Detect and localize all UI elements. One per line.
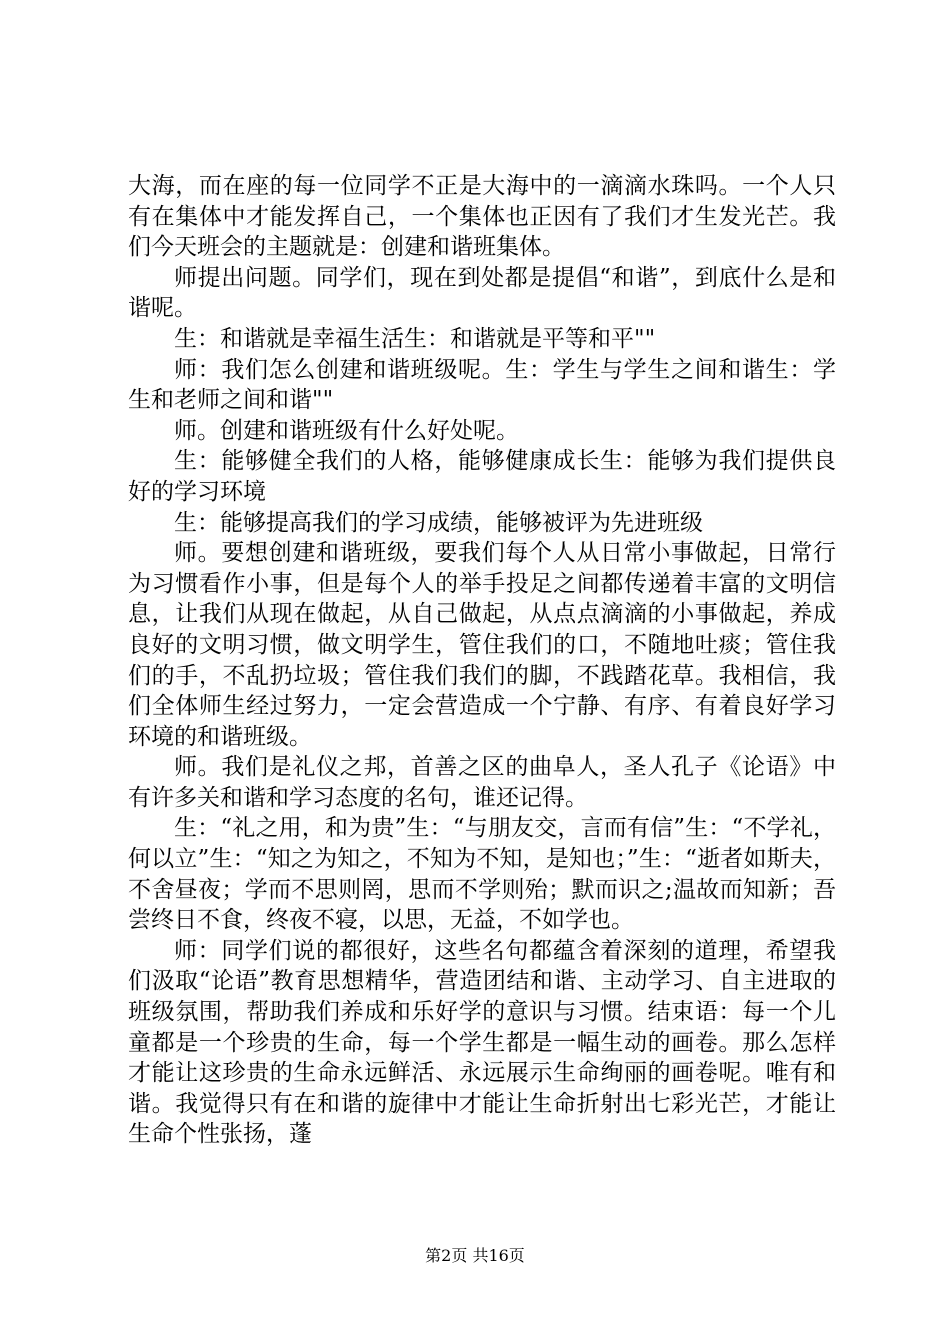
paragraph: 师。创建和谐班级有什么好处呢。 [174, 417, 519, 444]
paragraph: 师。要想创建和谐班级，要我们每个人从日常小事做起，日常行为习惯看作小事，但是每个人的举手投足之间都传递着丰富的文明信息，让我们从现在做起，从自己做起，从点点滴滴的小事做起，养成良好的文明习惯，做文明学生，管住我们的口，不随地吐痰；管住我们的手，不乱扔垃圾；管住我们我们的脚，不践踏花草。我相信，我们全体师生经过努力，一定会营造成一个宁静、有序、有着良好学习环境的和谐班级。 [128, 540, 836, 750]
paragraph: 生：和谐就是幸福生活生：和谐就是平等和平"" [174, 325, 656, 352]
document-body [128, 171, 836, 1150]
paragraph: 生：“礼之用，和为贵”生：“与朋友交，言而有信”生：“不学礼，何以立”生：“知之为知之，不知为不知，是知也；”生：“逝者如斯夫，不舍昼夜；学而不思则罔，思而不学则殆；默而识之;温故而知新；吾尝终日不食，终夜不寝，以思，无益，不如学也。 [128, 815, 836, 934]
paragraph: 师：我们怎么创建和谐班级呢。生：学生与学生之间和谐生：学生和老师之间和谐"" [128, 356, 836, 414]
paragraph: 师提出问题。同学们，现在到处都是提倡“和谐”，到底什么是和谐呢。 [128, 264, 836, 322]
paragraph: 生：能够提高我们的学习成绩，能够被评为先进班级 [174, 509, 703, 536]
paragraph: 师：同学们说的都很好，这些名句都蕴含着深刻的道理，希望我们汲取“论语”教育思想精华，营造团结和谐、主动学习、自主进取的班级氛围，帮助我们养成和乐好学的意识与习惯。结束语：每一个儿童都是一个珍贵的生命，每一个学生都是一幅生动的画卷。那么怎样才能让这珍贵的生命永远鲜活、永远展示生命绚丽的画卷呢。唯有和谐。我觉得只有在和谐的旋律中才能让生命折射出七彩光芒，才能让生命个性张扬，蓬 [128, 937, 836, 1148]
paragraph: 大海，而在座的每一位同学不正是大海中的一滴滴水珠吗。一个人只有在集体中才能发挥自己，一个集体也正因有了我们才生发光芒。我们今天班会的主题就是：创建和谐班集体。 [128, 173, 836, 261]
page-number-footer: 第2页 共16页 [425, 1246, 525, 1265]
paragraph: 师。我们是礼仪之邦，首善之区的曲阜人，圣人孔子《论语》中有许多关和谐和学习态度的名句，谁还记得。 [128, 754, 836, 811]
paragraph: 生：能够健全我们的人格，能够健康成长生：能够为我们提供良好的学习环境 [128, 448, 836, 505]
